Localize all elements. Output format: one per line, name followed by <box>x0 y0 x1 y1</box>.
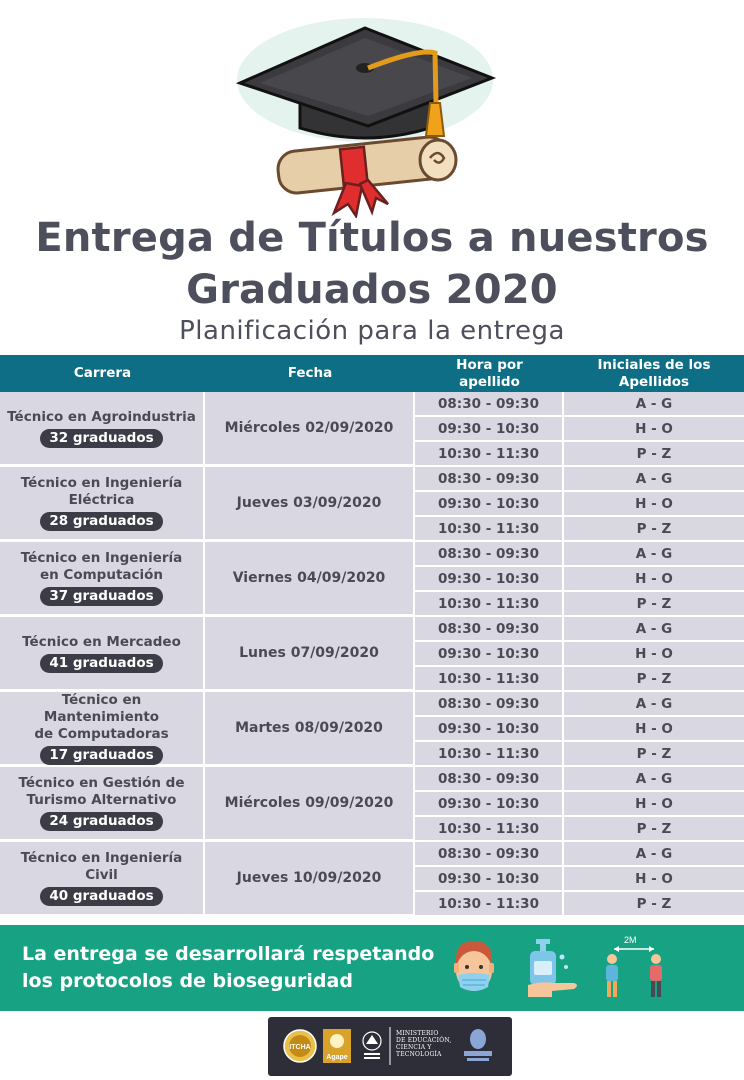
slot-row <box>415 767 744 792</box>
career-name-line-2: de Computadoras <box>34 725 169 742</box>
initials-cell: P - Z <box>564 742 744 767</box>
career-name <box>21 550 183 584</box>
career-name-line-1: Técnico en Mantenimiento <box>43 691 160 725</box>
agape-logo <box>323 1029 351 1063</box>
hour-cell: 10:30 - 11:30 <box>415 517 564 542</box>
face-mask-icon <box>448 937 500 999</box>
slot-row <box>415 617 744 642</box>
table-row <box>0 617 744 692</box>
date-cell: Miércoles 09/09/2020 <box>205 767 415 842</box>
date-cell: Viernes 04/09/2020 <box>205 542 415 617</box>
slot-row <box>415 667 744 692</box>
slot-row <box>415 692 744 717</box>
itcha-logo <box>284 1030 316 1062</box>
biosafety-message-line-2: los protocolos de bioseguridad <box>22 970 353 992</box>
date-cell: Lunes 07/09/2020 <box>205 617 415 692</box>
career-cell <box>0 692 205 767</box>
bicentenario-logo <box>464 1029 492 1061</box>
slot-row <box>415 467 744 492</box>
initials-cell: H - O <box>564 417 744 442</box>
header-iniciales <box>564 355 744 392</box>
career-cell <box>0 542 205 617</box>
career-name-line-2: Civil <box>85 867 118 883</box>
slot-row <box>415 867 744 892</box>
career-name <box>7 409 196 426</box>
distance-label: 2M <box>624 935 637 945</box>
initials-cell: P - Z <box>564 442 744 467</box>
ministry-line-1: MINISTERIO <box>396 1030 439 1037</box>
initials-cell: A - G <box>564 392 744 417</box>
hour-cell: 10:30 - 11:30 <box>415 817 564 842</box>
biosafety-message <box>22 941 442 995</box>
hour-cell: 09:30 - 10:30 <box>415 567 564 592</box>
page-title-line-2: Graduados 2020 <box>186 267 558 313</box>
time-slots <box>415 767 744 842</box>
initials-cell: A - G <box>564 692 744 717</box>
initials-cell: P - Z <box>564 667 744 692</box>
graduation-cap-icon <box>230 8 520 218</box>
hour-cell: 09:30 - 10:30 <box>415 492 564 517</box>
career-cell <box>0 767 205 842</box>
initials-cell: A - G <box>564 617 744 642</box>
career-name <box>18 775 184 809</box>
header-hora <box>415 355 564 392</box>
table-row <box>0 767 744 842</box>
hour-cell: 09:30 - 10:30 <box>415 717 564 742</box>
time-slots <box>415 842 744 917</box>
hour-cell: 10:30 - 11:30 <box>415 892 564 917</box>
career-name <box>22 634 181 651</box>
hour-cell: 09:30 - 10:30 <box>415 417 564 442</box>
table-row <box>0 392 744 467</box>
career-name-line-2: en Computación <box>39 567 164 583</box>
hero-illustration <box>0 0 744 220</box>
career-name-line-1: Técnico en Gestión de <box>18 775 185 791</box>
page-title <box>0 212 744 316</box>
ministry-line-2: DE EDUCACIÓN, <box>396 1037 452 1044</box>
graduates-badge: 40 graduados <box>40 887 162 906</box>
diploma-icon <box>276 135 456 216</box>
ministry-line-3: CIENCIA Y <box>396 1044 432 1051</box>
career-name-line-1: Técnico en Agroindustria <box>7 408 196 425</box>
initials-cell: A - G <box>564 842 744 867</box>
graduates-badge: 32 graduados <box>40 429 162 448</box>
el-salvador-seal-icon <box>363 1032 381 1059</box>
slot-row <box>415 517 744 542</box>
slot-row <box>415 892 744 917</box>
date-cell: Jueves 10/09/2020 <box>205 842 415 917</box>
slot-row <box>415 392 744 417</box>
graduates-badge: 28 graduados <box>40 512 162 531</box>
initials-cell: H - O <box>564 867 744 892</box>
career-name-line-1: Técnico en Ingeniería <box>20 850 183 866</box>
initials-cell: P - Z <box>564 592 744 617</box>
date-cell: Miércoles 02/09/2020 <box>205 392 415 467</box>
hour-cell: 08:30 - 09:30 <box>415 692 564 717</box>
career-name-line-1: Técnico en Ingeniería <box>20 475 183 491</box>
hour-cell: 08:30 - 09:30 <box>415 842 564 867</box>
graduates-badge: 41 graduados <box>40 654 162 673</box>
hour-cell: 08:30 - 09:30 <box>415 467 564 492</box>
time-slots <box>415 392 744 467</box>
slot-row <box>415 817 744 842</box>
header-carrera: Carrera <box>73 365 132 381</box>
slot-row <box>415 442 744 467</box>
career-cell <box>0 467 205 542</box>
career-name <box>4 692 199 743</box>
career-name-line-2: Turismo Alternativo <box>26 792 177 808</box>
hour-cell: 08:30 - 09:30 <box>415 392 564 417</box>
table-row <box>0 467 744 542</box>
itcha-logo-text: ITCHA <box>289 1044 311 1051</box>
hour-cell: 09:30 - 10:30 <box>415 792 564 817</box>
hour-cell: 10:30 - 11:30 <box>415 442 564 467</box>
table-header <box>0 355 744 392</box>
initials-cell: H - O <box>564 717 744 742</box>
initials-cell: A - G <box>564 767 744 792</box>
career-cell <box>0 392 205 467</box>
time-slots <box>415 542 744 617</box>
header-hora-line-2: apellido <box>459 373 520 390</box>
slot-row <box>415 717 744 742</box>
slot-row <box>415 592 744 617</box>
page-subtitle: Planificación para la entrega <box>179 316 565 346</box>
slot-row <box>415 492 744 517</box>
time-slots <box>415 692 744 767</box>
time-slots <box>415 467 744 542</box>
slot-row <box>415 542 744 567</box>
graduates-badge: 37 graduados <box>40 587 162 606</box>
hour-cell: 10:30 - 11:30 <box>415 592 564 617</box>
initials-cell: H - O <box>564 567 744 592</box>
date-cell: Jueves 03/09/2020 <box>205 467 415 542</box>
header-hora-line-1: Hora por <box>456 356 523 373</box>
hour-cell: 08:30 - 09:30 <box>415 767 564 792</box>
career-cell <box>0 842 205 917</box>
slot-row <box>415 842 744 867</box>
table-body <box>0 392 744 917</box>
slot-row <box>415 567 744 592</box>
biosafety-message-line-1: La entrega se desarrollará respetando <box>22 943 435 965</box>
hour-cell: 09:30 - 10:30 <box>415 642 564 667</box>
initials-cell: A - G <box>564 467 744 492</box>
hour-cell: 08:30 - 09:30 <box>415 542 564 567</box>
initials-cell: H - O <box>564 492 744 517</box>
hand-sanitizer-icon <box>524 937 582 1001</box>
table-row <box>0 692 744 767</box>
slot-row <box>415 742 744 767</box>
header-iniciales-line-2: Apellidos <box>618 373 690 390</box>
initials-cell: A - G <box>564 542 744 567</box>
table-row <box>0 842 744 917</box>
initials-cell: P - Z <box>564 817 744 842</box>
biosafety-banner <box>0 925 744 1011</box>
institution-logos <box>268 1017 512 1076</box>
initials-cell: H - O <box>564 792 744 817</box>
time-slots <box>415 617 744 692</box>
hour-cell: 09:30 - 10:30 <box>415 867 564 892</box>
career-name-line-1: Técnico en Ingeniería <box>20 550 183 566</box>
career-name <box>21 850 183 884</box>
hour-cell: 08:30 - 09:30 <box>415 617 564 642</box>
career-cell <box>0 617 205 692</box>
hour-cell: 10:30 - 11:30 <box>415 667 564 692</box>
page-title-line-1: Entrega de Títulos a nuestros <box>35 215 709 261</box>
career-name-line-2: Eléctrica <box>68 492 135 508</box>
ministry-line-4: TECNOLOGÍA <box>396 1051 442 1058</box>
date-cell: Martes 08/09/2020 <box>205 692 415 767</box>
slot-row <box>415 642 744 667</box>
graduates-badge: 17 graduados <box>40 746 162 765</box>
schedule-table <box>0 355 744 917</box>
initials-cell: P - Z <box>564 892 744 917</box>
initials-cell: H - O <box>564 642 744 667</box>
career-name <box>21 475 183 509</box>
table-row <box>0 542 744 617</box>
hour-cell: 10:30 - 11:30 <box>415 742 564 767</box>
career-name-line-1: Técnico en Mercadeo <box>22 633 181 650</box>
slot-row <box>415 417 744 442</box>
social-distance-icon <box>600 933 670 1005</box>
initials-cell: P - Z <box>564 517 744 542</box>
header-fecha: Fecha <box>287 365 333 381</box>
graduates-badge: 24 graduados <box>40 812 162 831</box>
slot-row <box>415 792 744 817</box>
ministry-logo-text <box>396 1030 452 1058</box>
agape-logo-text: Agape <box>326 1054 348 1061</box>
header-iniciales-line-1: Iniciales de los <box>597 356 711 373</box>
